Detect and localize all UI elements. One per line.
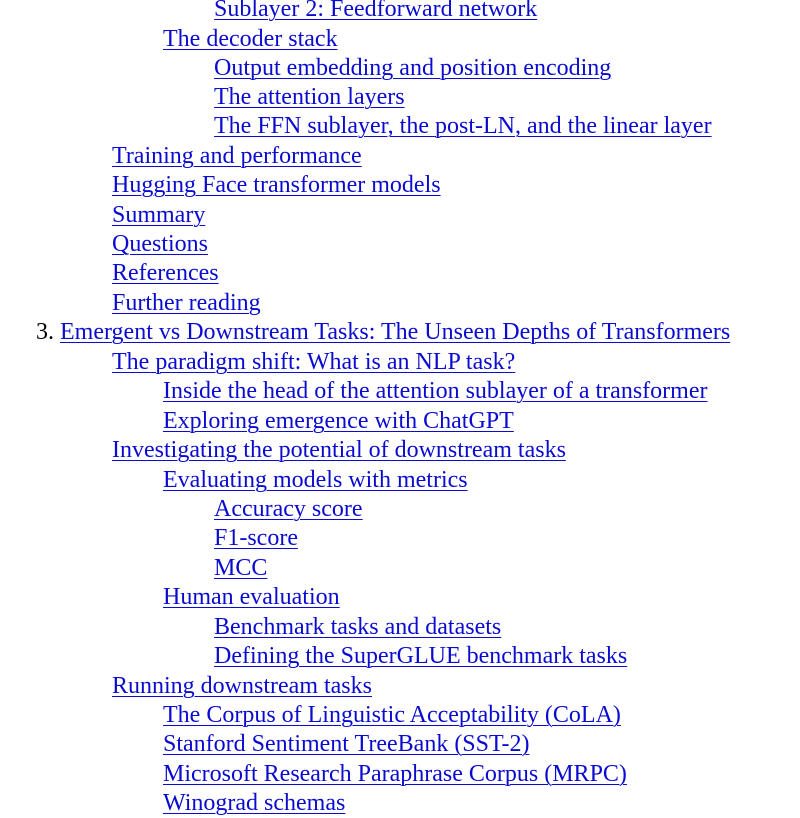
toc-item[interactable] <box>112 671 372 701</box>
toc-link[interactable]: References <box>112 260 219 286</box>
toc-item[interactable] <box>163 465 468 495</box>
toc-item[interactable] <box>214 494 363 524</box>
toc-link[interactable]: The attention layers <box>214 84 405 110</box>
toc-item[interactable] <box>112 288 261 318</box>
chapter-title-link[interactable]: Emergent vs Downstream Tasks: The Unseen Depths of Transformers <box>60 319 731 345</box>
toc-item[interactable] <box>214 53 611 83</box>
chapter-number: 3. <box>36 319 54 345</box>
toc-link[interactable]: Stanford Sentiment TreeBank (SST-2) <box>163 731 530 757</box>
toc-link[interactable]: The paradigm shift: What is an NLP task? <box>112 349 516 375</box>
toc-item[interactable] <box>163 406 514 436</box>
toc-item[interactable] <box>163 700 621 730</box>
toc-link[interactable]: F1-score <box>214 525 298 551</box>
toc-item[interactable] <box>112 170 441 200</box>
toc-item[interactable] <box>214 612 501 642</box>
toc-link[interactable]: Inside the head of the attention sublayer of a transformer <box>163 378 708 404</box>
toc-item[interactable] <box>214 553 267 583</box>
toc-link[interactable]: MCC <box>214 555 268 581</box>
toc-item[interactable] <box>214 641 627 671</box>
toc-item[interactable] <box>214 0 537 24</box>
toc-item[interactable] <box>112 258 219 288</box>
toc-link[interactable]: Summary <box>112 202 206 228</box>
toc-link[interactable]: Output embedding and position encoding <box>214 55 612 81</box>
toc-item[interactable] <box>163 24 338 54</box>
toc-item[interactable] <box>163 729 529 759</box>
toc-link[interactable]: Accuracy score <box>214 496 363 522</box>
toc-item[interactable] <box>163 376 707 406</box>
toc-link[interactable]: The Corpus of Linguistic Acceptability (CoLA) <box>163 702 621 728</box>
toc-item[interactable] <box>112 229 208 259</box>
toc-link[interactable]: Further reading <box>112 290 261 316</box>
toc-item[interactable] <box>214 82 405 112</box>
toc-chapter[interactable] <box>36 317 730 347</box>
toc-item[interactable] <box>214 111 712 141</box>
toc-link[interactable]: The decoder stack <box>163 26 338 52</box>
toc-item[interactable] <box>112 200 205 230</box>
toc-item[interactable] <box>163 759 627 789</box>
toc-link[interactable]: Evaluating models with metrics <box>163 467 468 493</box>
toc-item[interactable] <box>112 435 566 465</box>
toc-item[interactable] <box>112 141 362 171</box>
toc-link[interactable]: Training and performance <box>112 143 362 169</box>
toc-link[interactable]: Hugging Face transformer models <box>112 172 441 198</box>
toc-item[interactable] <box>214 523 298 553</box>
toc-link[interactable]: Questions <box>112 231 208 257</box>
toc-link[interactable]: Sublayer 2: Feedforward network <box>214 0 538 22</box>
toc-link[interactable]: The FFN sublayer, the post-LN, and the linear layer <box>214 113 712 139</box>
toc-link[interactable]: Microsoft Research Paraphrase Corpus (MRPC) <box>163 761 627 787</box>
toc-link[interactable]: Defining the SuperGLUE benchmark tasks <box>214 643 628 669</box>
toc-link[interactable]: Exploring emergence with ChatGPT <box>163 408 514 434</box>
toc-link[interactable]: Running downstream tasks <box>112 673 372 699</box>
toc-link[interactable]: Winograd schemas <box>163 790 346 816</box>
toc-link[interactable]: Benchmark tasks and datasets <box>214 614 502 640</box>
toc-link[interactable]: Human evaluation <box>163 584 340 610</box>
toc-item[interactable] <box>112 347 515 377</box>
toc-item[interactable] <box>163 582 340 612</box>
toc-link[interactable]: Investigating the potential of downstream tasks <box>112 437 566 463</box>
toc-item[interactable] <box>163 788 345 818</box>
